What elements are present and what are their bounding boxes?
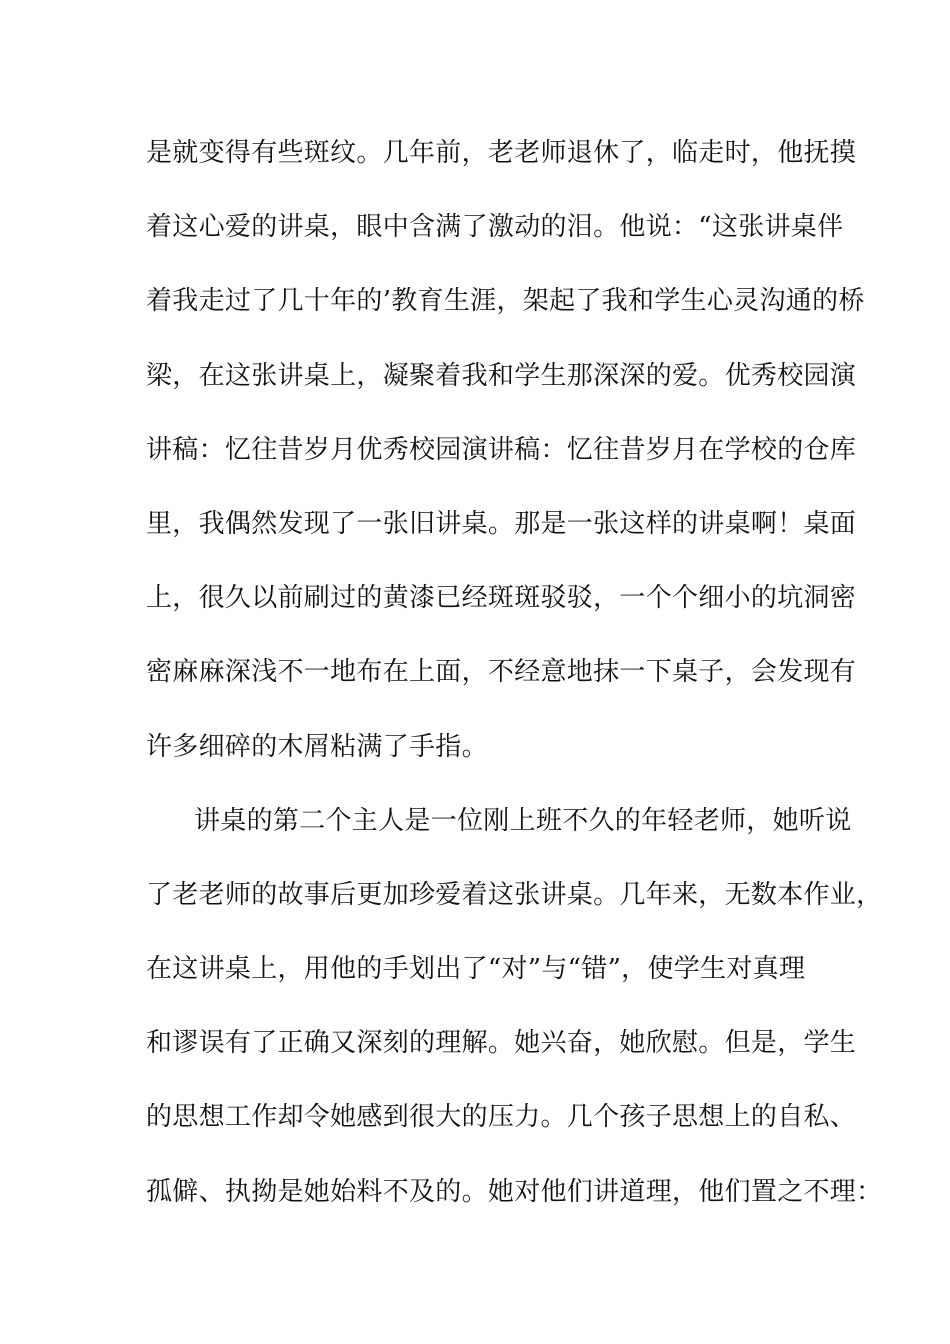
text-line: 是就变得有些斑纹。几年前，老老师退休了，临走时，他抚摸: [146, 138, 857, 168]
paragraph-start-line: 讲桌的第二个主人是一位刚上班不久的年轻老师，她听说: [194, 805, 852, 836]
text-line: 上，很久以前刷过的黄漆已经斑斑驳驳，一个个细小的坑洞密: [146, 583, 857, 614]
text-line: 讲稿：忆往昔岁月优秀校园演讲稿：忆往昔岁月在学校的仓库: [146, 434, 857, 465]
text-line: 的思想工作却令她感到很大的压力。几个孩子思想上的自私、: [146, 1102, 857, 1133]
text-line: 和谬误有了正确又深刻的理解。她兴奋，她欣慰。但是，学生: [146, 1028, 857, 1059]
text-line: 着我走过了几十年的’教育生涯，架起了我和学生心灵沟通的桥: [146, 286, 865, 317]
text-line: 许多细碎的木屑粘满了手指。: [146, 731, 488, 762]
text-line: 孤僻、执拗是她始料不及的。她对他们讲道理，他们置之不理：: [146, 1176, 883, 1207]
body-text: [146, 128, 883, 1241]
text-line: 里，我偶然发现了一张旧讲桌。那是一张这样的讲桌啊！桌面: [146, 508, 857, 539]
text-line: 了老老师的故事后更加珍爱着这张讲桌。几年来，无数本作业，: [146, 879, 883, 910]
text-line: 在这讲桌上，用他的手划出了“对”与“错”，使学生对真理: [146, 954, 806, 985]
text-line: 着这心爱的讲桌，眼中含满了激动的泪。他说：“这张讲桌伴: [146, 212, 844, 243]
text-line: 密麻麻深浅不一地布在上面，不经意地抹一下桌子，会发现有: [146, 657, 857, 688]
text-line: 梁，在这张讲桌上，凝聚着我和学生那深深的爱。优秀校园演: [146, 360, 857, 391]
